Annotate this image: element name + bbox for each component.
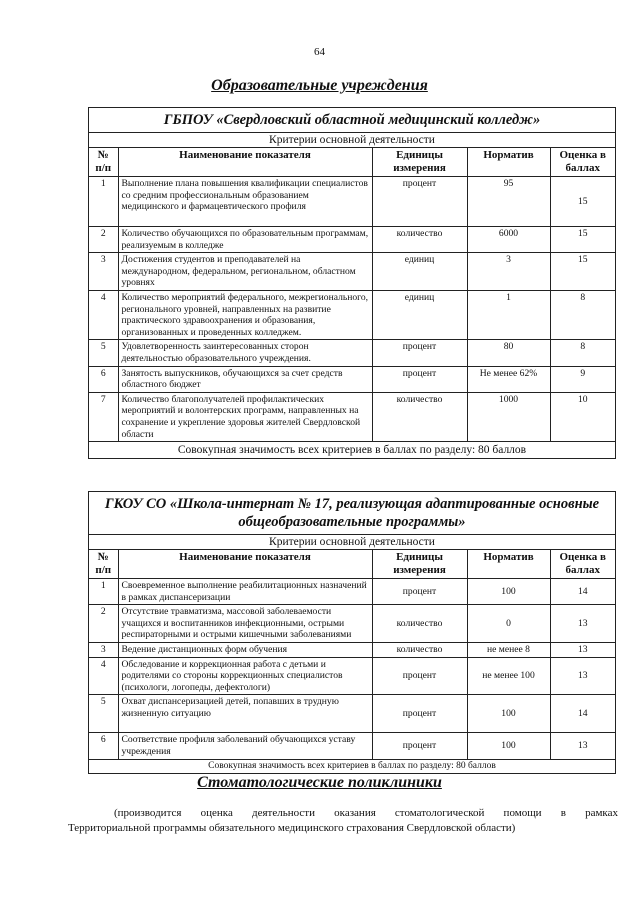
row-unit: количество xyxy=(372,227,467,253)
row-score: 13 xyxy=(550,733,615,759)
table2-header-row xyxy=(89,550,615,579)
row-name: Своевременное выполнение реабилитационных назначений в рамках диспансеризации xyxy=(118,579,372,605)
col-unit-header: Единицы измерения xyxy=(372,550,467,579)
col-name-header: Наименование показателя xyxy=(118,148,372,177)
row-num: 4 xyxy=(89,290,118,339)
table2-total: Совокупная значимость всех критериев в баллах по разделу: 80 баллов xyxy=(89,759,615,773)
row-num: 1 xyxy=(89,177,118,227)
table-row xyxy=(89,227,615,253)
row-score: 8 xyxy=(550,290,615,339)
row-norm: 6000 xyxy=(467,227,550,253)
table-row xyxy=(89,340,615,366)
row-score: 10 xyxy=(550,392,615,441)
row-unit: единиц xyxy=(372,290,467,339)
table-row xyxy=(89,733,615,759)
row-score: 9 xyxy=(550,366,615,392)
row-num: 1 xyxy=(89,579,118,605)
row-score: 15 xyxy=(550,177,615,227)
note-line-1: (производится оценка деятельности оказания стоматологической помощи в рамках xyxy=(114,807,618,819)
row-unit: процент xyxy=(372,695,467,733)
row-norm: 95 xyxy=(467,177,550,227)
row-unit: количество xyxy=(372,642,467,657)
col-num-header: № п/п xyxy=(89,550,118,579)
row-name: Соответствие профиля заболеваний обучающихся уставу учреждения xyxy=(118,733,372,759)
row-norm: не менее 100 xyxy=(467,657,550,695)
table2-criteria-header: Критерии основной деятельности xyxy=(89,535,615,550)
page-number: 64 xyxy=(314,46,325,58)
row-name: Выполнение плана повышения квалификации специалистов со средним профессиональным образованием медицинского и фармацевтического профиля xyxy=(118,177,372,227)
row-num: 6 xyxy=(89,366,118,392)
row-score: 14 xyxy=(550,579,615,605)
table-row xyxy=(89,392,615,441)
row-num: 3 xyxy=(89,253,118,291)
row-name: Удовлетворенность заинтересованных сторон деятельностью образовательного учреждения. xyxy=(118,340,372,366)
row-score: 13 xyxy=(550,642,615,657)
table-row xyxy=(89,657,615,695)
row-num: 6 xyxy=(89,733,118,759)
table-row xyxy=(89,366,615,392)
row-num: 5 xyxy=(89,695,118,733)
table1-total-row xyxy=(89,442,615,459)
col-unit-header: Единицы измерения xyxy=(372,148,467,177)
row-norm: 3 xyxy=(467,253,550,291)
row-unit: количество xyxy=(372,392,467,441)
row-score: 13 xyxy=(550,605,615,643)
col-norm-header: Норматив xyxy=(467,550,550,579)
row-unit: процент xyxy=(372,366,467,392)
row-name: Количество мероприятий федерального, межрегионального, регионального уровней, направленных на развитие практического здравоохранения и образования, организованных и проведенных колледжем. xyxy=(118,290,372,339)
note-line-2: Территориальной программы обязательного медицинского страхования Свердловской области) xyxy=(68,822,516,834)
row-norm: 80 xyxy=(467,340,550,366)
table-row xyxy=(89,177,615,227)
table-medical-college xyxy=(88,107,616,459)
table2-total-row xyxy=(89,759,615,773)
row-unit: процент xyxy=(372,657,467,695)
table-row xyxy=(89,642,615,657)
row-name: Достижения студентов и преподавателей на международном, федеральном, региональном, областном уровнях xyxy=(118,253,372,291)
section-title-dental: Стоматологические поликлиники xyxy=(197,774,442,791)
col-score-header: Оценка в баллах xyxy=(550,550,615,579)
row-num: 3 xyxy=(89,642,118,657)
col-score-header: Оценка в баллах xyxy=(550,148,615,177)
row-unit: процент xyxy=(372,340,467,366)
table1-total: Совокупная значимость всех критериев в баллах по разделу: 80 баллов xyxy=(89,442,615,459)
row-unit: количество xyxy=(372,605,467,643)
row-norm: 100 xyxy=(467,733,550,759)
section-title-education: Образовательные учреждения xyxy=(211,77,428,94)
table2-title: ГКОУ СО «Школа-интернат № 17, реализующая адаптированные основные общеобразовательные программы» xyxy=(89,492,615,535)
col-norm-header: Норматив xyxy=(467,148,550,177)
row-norm: 0 xyxy=(467,605,550,643)
row-norm: Не менее 62% xyxy=(467,366,550,392)
row-name: Охват диспансеризацией детей, попавших в трудную жизненную ситуацию xyxy=(118,695,372,733)
table1-criteria-header: Критерии основной деятельности xyxy=(89,133,615,148)
col-num-header: № п/п xyxy=(89,148,118,177)
row-score: 8 xyxy=(550,340,615,366)
row-score: 13 xyxy=(550,657,615,695)
row-unit: единиц xyxy=(372,253,467,291)
row-num: 4 xyxy=(89,657,118,695)
col-name-header: Наименование показателя xyxy=(118,550,372,579)
row-num: 7 xyxy=(89,392,118,441)
row-norm: не менее 8 xyxy=(467,642,550,657)
table-row xyxy=(89,605,615,643)
row-num: 2 xyxy=(89,227,118,253)
table1-title: ГБПОУ «Свердловский областной медицинский колледж» xyxy=(89,108,615,133)
row-unit: процент xyxy=(372,733,467,759)
row-name: Отсутствие травматизма, массовой заболеваемости учащихся и воспитанников инфекционными, острыми респираторными и острыми кишечными заболеваниями xyxy=(118,605,372,643)
table-row xyxy=(89,695,615,733)
row-norm: 100 xyxy=(467,579,550,605)
row-name: Обследование и коррекционная работа с детьми и родителями со стороны коррекционных специалистов (психологи, логопеды, дефектологи) xyxy=(118,657,372,695)
row-norm: 100 xyxy=(467,695,550,733)
row-name: Количество благополучателей профилактических мероприятий и волонтерских программ, направленных на сохранение и укрепление здоровья жителей Свердловской области xyxy=(118,392,372,441)
row-norm: 1 xyxy=(467,290,550,339)
dental-note xyxy=(68,806,618,836)
row-norm: 1000 xyxy=(467,392,550,441)
table-row xyxy=(89,290,615,339)
table-row xyxy=(89,579,615,605)
row-unit: процент xyxy=(372,579,467,605)
row-num: 2 xyxy=(89,605,118,643)
row-name: Занятость выпускников, обучающихся за счет средств областного бюджет xyxy=(118,366,372,392)
row-num: 5 xyxy=(89,340,118,366)
table-boarding-school xyxy=(88,491,616,774)
row-unit: процент xyxy=(372,177,467,227)
table1-header-row xyxy=(89,148,615,177)
table-row xyxy=(89,253,615,291)
row-score: 15 xyxy=(550,227,615,253)
row-name: Ведение дистанционных форм обучения xyxy=(118,642,372,657)
row-score: 15 xyxy=(550,253,615,291)
row-name: Количество обучающихся по образовательным программам, реализуемым в колледже xyxy=(118,227,372,253)
row-score: 14 xyxy=(550,695,615,733)
